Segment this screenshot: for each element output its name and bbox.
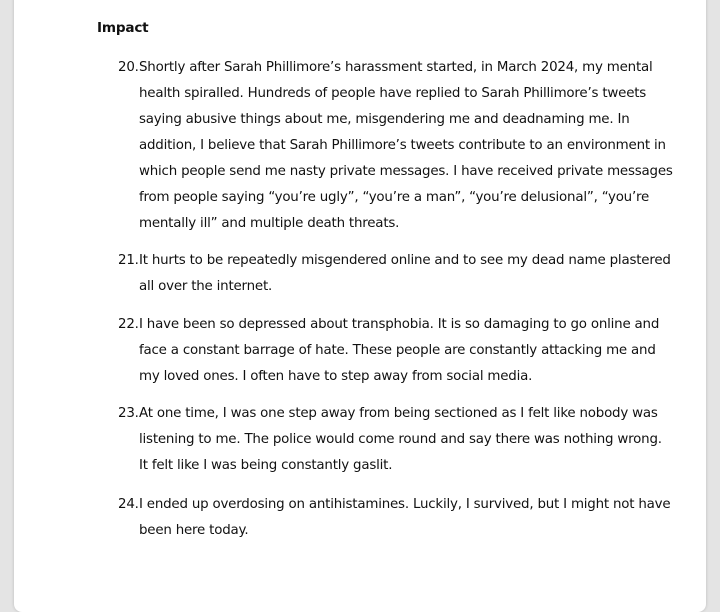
text-line: my loved ones. I often have to step away from social media. [139,369,533,384]
text-line: from people saying “you’re ugly”, “you’re a man”, “you’re delusional”, “you’re [139,190,650,205]
text-line: listening to me. The police would come round and say there was nothing wrong. [139,432,662,447]
paragraph-number: 20. [118,60,139,75]
text-line: addition, I believe that Sarah Phillimore’s tweets contribute to an environment in [139,138,666,153]
text-line: all over the internet. [139,279,273,294]
text-line: Shortly after Sarah Phillimore’s harassment started, in March 2024, my mental [139,60,653,75]
text-line: which people send me nasty private messages. I have received private messages [139,164,673,179]
text-line: At one time, I was one step away from being sectioned as I felt like nobody was [139,406,658,421]
paragraph-number: 22. [118,317,139,332]
text-line: It hurts to be repeatedly misgendered online and to see my dead name plastered [139,253,671,268]
paragraph-number: 23. [118,406,139,421]
text-line: I ended up overdosing on antihistamines. Luckily, I survived, but I might not have [139,497,671,512]
paragraph-number: 24. [118,497,139,512]
section-heading: Impact [97,20,149,36]
text-line: It felt like I was being constantly gaslit. [139,458,393,473]
text-line: health spiralled. Hundreds of people have replied to Sarah Phillimore’s tweets [139,86,647,101]
paragraph-number: 21. [118,253,139,268]
text-line: I have been so depressed about transphobia. It is so damaging to go online and [139,317,660,332]
text-line: mentally ill” and multiple death threats. [139,216,400,231]
text-line: been here today. [139,523,249,538]
text-line: face a constant barrage of hate. These people are constantly attacking me and [139,343,656,358]
text-line: saying abusive things about me, misgendering me and deadnaming me. In [139,112,630,127]
